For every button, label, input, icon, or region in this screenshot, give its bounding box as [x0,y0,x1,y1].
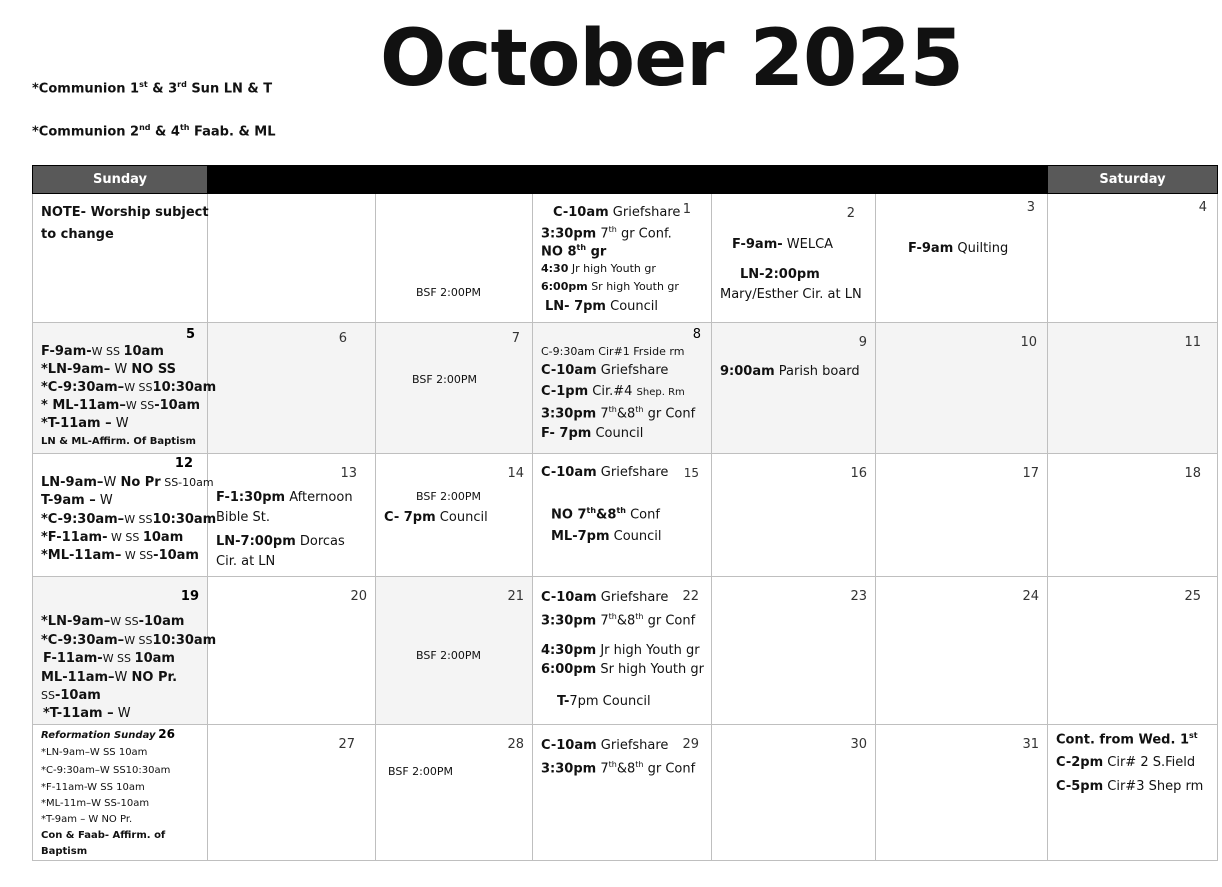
event-text: 3:30pm 7th&8th gr Conf [541,760,696,777]
event-text: *ML-11am– W SS-10am [41,548,199,563]
event-text: 4:30 Jr high Youth gr [541,262,656,275]
week-row [33,194,1218,323]
event-text: C-10am Griefshare [541,590,669,605]
day-cell [876,577,1048,725]
day-cell [533,194,712,323]
day-number: 9 [858,335,867,350]
week-row [33,323,1218,454]
event-text: 3:30pm 7th gr Conf. [541,225,672,242]
day-cell [533,454,712,577]
day-number: 1 [682,202,691,217]
day-cell [712,194,876,323]
event-text: C-10am Griefshare [541,465,669,480]
day-cell [876,323,1048,454]
event-text: C-10am Griefshare [541,738,669,753]
day-number: 30 [850,737,867,752]
day-cell [1048,454,1218,577]
event-text: *ML-11m–W SS-10am [41,798,150,809]
event-text: *C-9:30am–W SS10:30am [41,765,171,776]
day-cell [208,194,376,323]
day-cell [33,194,208,323]
day-cell [33,323,217,454]
day-cell [876,454,1048,577]
event-text: F- 7pm Council [541,426,644,441]
communion-note-1: *Communion 1st & 3rd Sun LN & T [32,80,273,97]
event-text: Mary/Esther Cir. at LN [720,287,862,302]
day-number: 18 [1184,466,1201,481]
day-number: 21 [507,589,524,604]
header-tuesday [376,166,533,194]
event-text: *LN-9am–W SS-10am [41,614,185,629]
day-cell [876,725,1048,861]
event-text: Baptism [41,846,88,857]
week-row [33,577,1218,725]
event-text: LN- 7pm Council [545,299,658,314]
event-text: *F-11am- W SS 10am [41,530,184,545]
event-text: F-9am Quilting [908,241,1009,256]
day-cell [208,577,376,725]
day-cell [712,577,876,725]
week-row [33,454,1218,577]
event-text: C-1pm Cir.#4 Shep. Rm [541,384,685,399]
day-cell [376,577,533,725]
day-number: 17 [1022,466,1039,481]
event-text: C-9:30am Cir#1 Frside rm [541,345,685,358]
event-text: NO 7th&8th Conf [551,506,660,523]
day-cell [1048,194,1218,323]
day-cell [33,725,208,861]
event-text: LN-9am–W No Pr SS-10am [41,475,214,490]
day-number: 5 [185,327,195,342]
event-text: *C-9:30am–W SS10:30am [41,512,217,527]
communion-note-2: *Communion 2nd & 4th Faab. & ML [32,123,276,140]
day-number: 19 [180,589,199,604]
event-text: Cir. at LN [216,554,276,569]
day-cell [376,725,533,861]
day-number: 22 [682,589,699,604]
event-text: T-9am – W [41,493,113,508]
day-cell [712,454,876,577]
day-number: 2 [846,206,855,221]
week-row [33,725,1218,861]
day-cell [533,577,712,725]
event-text: F-11am-W SS 10am [43,651,175,666]
event-text: F-1:30pm Afternoon [216,490,353,505]
event-text: C- 7pm Council [384,510,488,525]
event-text: * ML-11am–W SS-10am [41,398,201,413]
day-number: 25 [1184,589,1201,604]
event-text: 3:30pm 7th&8th gr Conf [541,612,696,629]
day-cell [33,577,217,725]
day-cell [376,454,533,577]
event-text: 4:30pm Jr high Youth gr [541,643,700,658]
weekday-header-row [33,166,1218,194]
event-text: ML-7pm Council [551,529,662,544]
event-text: *LN-9am–W SS 10am [41,747,148,758]
day-number: 27 [338,737,355,752]
day-number: 10 [1020,335,1037,350]
day-cell [208,323,376,454]
day-number: 4 [1198,200,1207,215]
day-cell [533,725,712,861]
event-text: C-2pm Cir# 2 S.Field [1056,755,1196,770]
header-sunday: Sunday [33,166,208,194]
header-saturday: Saturday [1048,166,1218,194]
event-text: Bible St. [216,510,271,525]
event-text: LN & ML-Affirm. Of Baptism [41,436,196,447]
event-text: ML-11am–W NO Pr. [41,670,178,685]
day-number: 31 [1022,737,1039,752]
event-text: NO 8th gr [541,243,607,260]
event-text: T-7pm Council [557,694,651,709]
event-text: Reformation Sunday [41,730,156,741]
event-text: C-5pm Cir#3 Shep rm [1056,779,1204,794]
event-text: C-10am Griefshare [553,205,681,220]
event-text: Con & Faab- Affirm. of [41,830,166,841]
day-number: 23 [850,589,867,604]
day-cell [376,323,533,454]
event-text: *T-11am – W [43,706,131,721]
event-text: F-9am-W SS 10am [41,344,164,359]
event-text: 3:30pm 7th&8th gr Conf [541,405,696,422]
day-cell [1048,725,1218,861]
event-text: BSF 2:00PM [416,490,481,503]
header-thursday [712,166,876,194]
event-text: Cont. from Wed. 1st [1056,731,1198,748]
day-number: 3 [1026,200,1035,215]
event-text: BSF 2:00PM [388,765,453,778]
event-text: NOTE- Worship subject [41,205,209,220]
day-number: 20 [350,589,367,604]
event-text: BSF 2:00PM [416,649,481,662]
event-text: LN-2:00pm [740,267,820,282]
event-text: to change [41,227,114,242]
event-text: 6:00pm Sr high Youth gr [541,280,679,293]
day-cell [33,454,217,577]
event-text: LN-7:00pm Dorcas [216,534,345,549]
event-text: *LN-9am– W NO SS [41,362,176,377]
event-text: BSF 2:00PM [416,286,481,299]
day-cell [208,454,376,577]
day-number: 24 [1022,589,1039,604]
event-text: BSF 2:00PM [412,373,477,386]
header-wednesday [533,166,712,194]
day-number: 16 [850,466,867,481]
event-text: 6:00pm Sr high Youth gr [541,662,704,677]
event-text: *T-11am – W [41,416,129,431]
day-cell [712,323,876,454]
day-number: 11 [1184,335,1201,350]
day-number: 15 [683,466,699,480]
header-monday [208,166,376,194]
day-number: 12 [174,456,193,471]
day-number: 28 [507,737,524,752]
event-text: SS-10am [41,688,101,703]
day-cell [1048,577,1218,725]
day-number: 29 [682,737,699,752]
day-number: 7 [511,331,520,346]
event-text: 9:00am Parish board [720,364,860,379]
event-text: F-9am- WELCA [732,237,834,252]
event-text: *C-9:30am–W SS10:30am [41,633,217,648]
day-cell [712,725,876,861]
day-cell [376,194,533,323]
event-text: *C-9:30am–W SS10:30am [41,380,217,395]
calendar-grid [32,165,1218,861]
day-cell [876,194,1048,323]
day-number: 8 [692,327,701,342]
day-cell [533,323,712,454]
header-friday [876,166,1048,194]
day-number: 26 [158,727,175,741]
day-cell [208,725,376,861]
event-text: *F-11am-W SS 10am [41,782,145,793]
event-text: *T-9am – W NO Pr. [41,814,133,825]
day-number: 14 [507,466,524,481]
day-cell [1048,323,1218,454]
page-title: October 2025 [380,14,963,104]
day-number: 6 [338,331,347,346]
day-number: 13 [340,466,357,481]
event-text: C-10am Griefshare [541,363,669,378]
